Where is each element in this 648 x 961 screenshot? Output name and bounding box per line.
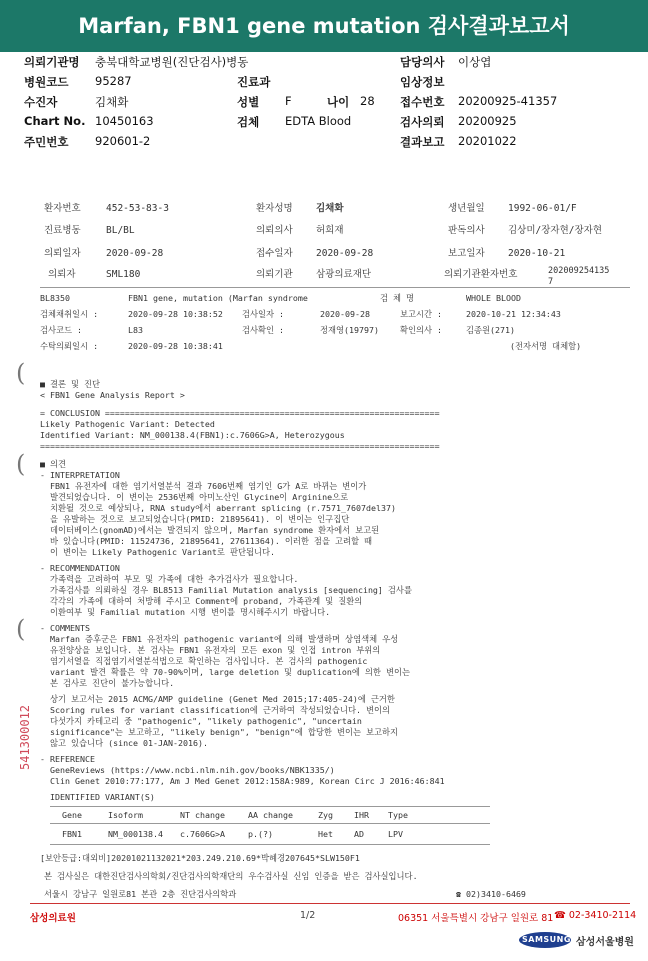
comm-head: - COMMENTS	[40, 623, 90, 633]
confirm-value: 정재영(19797)	[320, 325, 380, 335]
table-rule	[50, 823, 490, 824]
receipt-time-value: 2020-09-28 10:38:52	[128, 309, 223, 319]
interp-line: FBN1 유전자에 대한 염기서열분석 결과 7606번째 염기인 G가 A로 바뀌는 변이가	[50, 481, 367, 491]
sex-value: F	[285, 94, 292, 108]
comm-line: 다섯가지 카테고리 중 "pathogenic", "likely pathogenic", "uncertain	[50, 716, 362, 726]
page-footer	[10, 906, 638, 928]
conclusion-line: Likely Pathogenic Variant: Detected	[40, 419, 215, 429]
cert-line: 본 검사실은 대한진단검사의학회/진단검사의학재단의 우수검사실 신임 인증을 받은 검사실입니다.	[44, 871, 418, 881]
dob-label: 생년월일	[448, 203, 485, 214]
age-value: 28	[360, 94, 375, 108]
side-serial-number: 541300012	[18, 704, 32, 770]
reqinstno-value: 202009254135	[548, 266, 610, 276]
divider	[40, 287, 630, 288]
variant-head: IDENTIFIED VARIANT(S)	[50, 792, 155, 802]
report-label: 결과보고	[400, 135, 445, 149]
dept-label: 진료병동	[44, 225, 81, 236]
reqsrc-value: SML180	[106, 269, 141, 280]
table-cell: Het	[318, 829, 333, 839]
table-cell: NM_000138.4	[108, 829, 163, 839]
interp-line: 바 있습니다(PMID: 11524736, 21895641, 27611364). 이러한 점을 고려할 때	[50, 536, 373, 546]
reqinst-label: 의뢰기관	[256, 269, 293, 280]
test-date-label: 검사일자 :	[242, 309, 285, 319]
refdoc-value: 허희재	[316, 225, 344, 236]
comm-line: 상기 보고서는 2015 ACMG/AMP guideline (Genet Med 2015;17:405-24)에 근거한	[50, 694, 395, 704]
recvdate-label: 접수일자	[256, 248, 293, 259]
table-cell: LPV	[388, 829, 403, 839]
confirm-label: 검사확인 :	[242, 325, 285, 335]
chart-label: Chart No.	[24, 114, 86, 128]
interp-line: 치환될 것으로 예상되나, RNA study에서 aberrant splicing (r.7571_7607del37)	[50, 503, 396, 513]
report-value: 20201022	[458, 134, 517, 148]
table-cell: c.7606G>A	[180, 829, 225, 839]
testcode: BL8350	[40, 293, 70, 303]
report-time-value: 2020-10-21 12:34:43	[466, 309, 561, 319]
footer-addr: 06351 서울특별시 강남구 일원로 81	[398, 913, 554, 924]
reqsrc-label: 의뢰자	[48, 269, 76, 280]
addr-line: 서울시 강남구 일원로81 본관 2층 진단검사의학과	[44, 889, 237, 899]
comm-line: 유전양상을 보입니다. 본 검사는 FBN1 유전자의 모든 exon 및 인접 intron 부위의	[50, 645, 381, 655]
rec-line: 각각의 가족에 대하여 처방해 주시고 Comment에 proband, 가족관계 및 질환의	[50, 596, 363, 606]
table-header: Type	[388, 810, 408, 820]
dob-value: 1992-06-01/F	[508, 203, 577, 214]
hospital-name: 삼성서울병원	[576, 937, 634, 948]
rec-line: 가족검사를 의뢰하실 경우 BL8513 Familial Mutation analysis [sequencing] 검사를	[50, 585, 412, 595]
report-time-label: 보고시간 :	[400, 309, 443, 319]
footer-phone: ☎ 02-3410-2114	[554, 910, 637, 921]
pname-label: 환자성명	[256, 203, 293, 214]
scan-mark: (	[16, 450, 26, 478]
checker-label: 확인의사 :	[400, 325, 443, 335]
reqdate-value: 2020-09-28	[106, 248, 164, 259]
code-label: 검사코드 :	[40, 325, 83, 335]
refdoc-label: 의뢰의사	[256, 225, 293, 236]
sec2-title: ■ 의견	[40, 459, 67, 469]
comm-line: variant 발견 확률은 약 70-90%이며, large deletion 및 duplication에 의한 변이는	[50, 667, 410, 677]
interp-line: 데이터베이스(gnomAD)에서는 발견되지 않으며, Marfan syndrome 환자에서 보고된	[50, 525, 380, 535]
sec1-sub: < FBN1 Gene Analysis Report >	[40, 390, 185, 400]
pname-value: 김채화	[316, 203, 344, 214]
dept-label: 진료과	[237, 75, 271, 89]
report-title: Marfan, FBN1 gene mutation 검사결과보고서	[0, 0, 648, 52]
verify-line: [보안등급:대외비]20201021132021*203.249.210.69*박혜경207645*SLW150F1	[40, 853, 360, 863]
table-header: AA change	[248, 810, 293, 820]
table-header: NT change	[180, 810, 225, 820]
phone-line: ☎ 02)3410-6469	[456, 889, 526, 899]
inst-value: 충북대학교병원(진단검사)병동	[95, 55, 249, 69]
patno-label: 환자번호	[44, 203, 81, 214]
testname: FBN1 gene, mutation (Marfan syndrome	[128, 293, 308, 303]
judge-label: 판독의사	[448, 225, 485, 236]
hospcode-label: 병원코드	[24, 75, 69, 89]
rec-line: 이환여부 및 Familial mutation 시행 변이를 명시해주시기 바랍니다.	[50, 607, 331, 617]
table-header: IHR	[354, 810, 369, 820]
ref-line: Clin Genet 2010:77:177, Am J Med Genet 2012:158A:989, Korean Circ J 2016:46:841	[50, 776, 445, 786]
request-value: 20200925	[458, 114, 517, 128]
rec-head: - RECOMMENDATION	[40, 563, 120, 573]
scanned-report	[10, 165, 638, 935]
ref-head: - REFERENCE	[40, 754, 95, 764]
samsung-hospital-logo	[518, 930, 634, 950]
conclusion-end: ================================================================================	[40, 441, 440, 451]
comm-line: Marfan 증후군은 FBN1 유전자의 pathogenic variant에 의해 발생하며 상염색체 우성	[50, 634, 399, 644]
sex-label: 성별	[237, 95, 260, 109]
specimen-value: EDTA Blood	[285, 114, 352, 128]
doctor-value: 이상엽	[458, 55, 492, 69]
receipt-time-label: 검체채취일시 :	[40, 309, 99, 319]
clinical-label: 임상정보	[400, 75, 445, 89]
table-cell: AD	[354, 829, 364, 839]
conclusion-line: Identified Variant: NM_000138.4(FBN1):c.7606G>A, Heterozygous	[40, 430, 345, 440]
age-label: 나이	[327, 95, 350, 109]
samsung-brand: SAMSUNG	[522, 935, 571, 944]
interp-line: 이 변이는 Likely Pathogenic Variant로 판단됩니다.	[50, 547, 276, 557]
page-number: 1/2	[300, 910, 316, 921]
footer-rule	[30, 903, 630, 904]
specimen-label: 검 체 명	[380, 293, 415, 303]
reqinst-value: 삼광의료재단	[316, 269, 372, 280]
comm-line: significance"는 보고하고, "likely benign", "benign"에 합당한 변이는 보고하지	[50, 727, 399, 737]
dept-value: BL/BL	[106, 225, 135, 236]
receipt-value: 20200925-41357	[458, 94, 558, 108]
table-cell: p.(?)	[248, 829, 273, 839]
reqinstno-label: 의뢰기관환자번호	[444, 269, 518, 280]
table-header: Gene	[62, 810, 82, 820]
repdate-value: 2020-10-21	[508, 248, 566, 259]
table-header: Isoform	[108, 810, 143, 820]
chart-value: 10450163	[95, 114, 154, 128]
specimen-value: WHOLE BLOOD	[466, 293, 521, 303]
table-rule	[50, 806, 490, 807]
interp-line: 을 유발하는 것으로 보고되었습니다(PMID: 21895641). 이 변이는 인구집단	[50, 514, 350, 524]
scan-mark: (	[16, 615, 26, 643]
judge-value: 김상미/장자현/장자현	[508, 225, 603, 236]
request-time-value: 2020-09-28 10:38:41	[128, 341, 223, 351]
reqinstno-value2: 7	[548, 277, 554, 287]
comm-line: 본 검사로 진단이 불가능합니다.	[50, 678, 175, 688]
patient-label: 수진자	[24, 95, 58, 109]
interp-line: 발견되었습니다. 이 변이는 2536번째 아미노산인 Glycine이 Arginine으로	[50, 492, 349, 502]
id-label: 주민번호	[24, 135, 69, 149]
patno-value: 452-53-83-3	[106, 203, 169, 214]
conclusion-head: = CONCLUSION ===================================================================	[40, 408, 440, 418]
sec1-title: ■ 결론 및 진단	[40, 379, 101, 389]
interp-head: - INTERPRETATION	[40, 470, 120, 480]
ref-line: GeneReviews (https://www.ncbi.nlm.nih.gov/books/NBK1335/)	[50, 765, 335, 775]
request-label: 검사의뢰	[400, 115, 445, 129]
scan-mark: (	[16, 359, 26, 387]
table-header: Zyg	[318, 810, 333, 820]
comm-line: Scoring rules for variant classification에 근거하여 작성되었습니다. 변이의	[50, 705, 391, 715]
specimen-label: 검체	[237, 115, 260, 129]
table-cell: FBN1	[62, 829, 82, 839]
code-value: L83	[128, 325, 143, 335]
comm-line: 않고 있습니다 (since 01-JAN-2016).	[50, 738, 208, 748]
rec-line: 가족력을 고려하여 부모 및 가족에 대한 추가검사가 필요합니다.	[50, 574, 299, 584]
checker-value: 김종원(271)	[466, 325, 516, 335]
id-value: 920601-2	[95, 134, 151, 148]
reqdate-label: 의뢰일자	[44, 248, 81, 259]
repdate-label: 보고일자	[448, 248, 485, 259]
request-time-label: 수탁의뢰일시 :	[40, 341, 99, 351]
hospcode-value: 95287	[95, 74, 132, 88]
esign-note: (전자서명 대체함)	[510, 341, 582, 351]
recvdate-value: 2020-09-28	[316, 248, 374, 259]
comm-line: 염기서열을 직접염기서열분석법으로 확인하는 검사입니다. 본 검사의 pathogenic	[50, 656, 368, 666]
inst-label: 의뢰기관명	[24, 55, 80, 69]
receipt-label: 접수번호	[400, 95, 445, 109]
footer-left: 삼성의료원	[30, 913, 76, 924]
patient-value: 김채화	[95, 95, 129, 109]
doctor-label: 담당의사	[400, 55, 445, 69]
test-date-value: 2020-09-28	[320, 309, 370, 319]
table-rule	[50, 844, 490, 845]
